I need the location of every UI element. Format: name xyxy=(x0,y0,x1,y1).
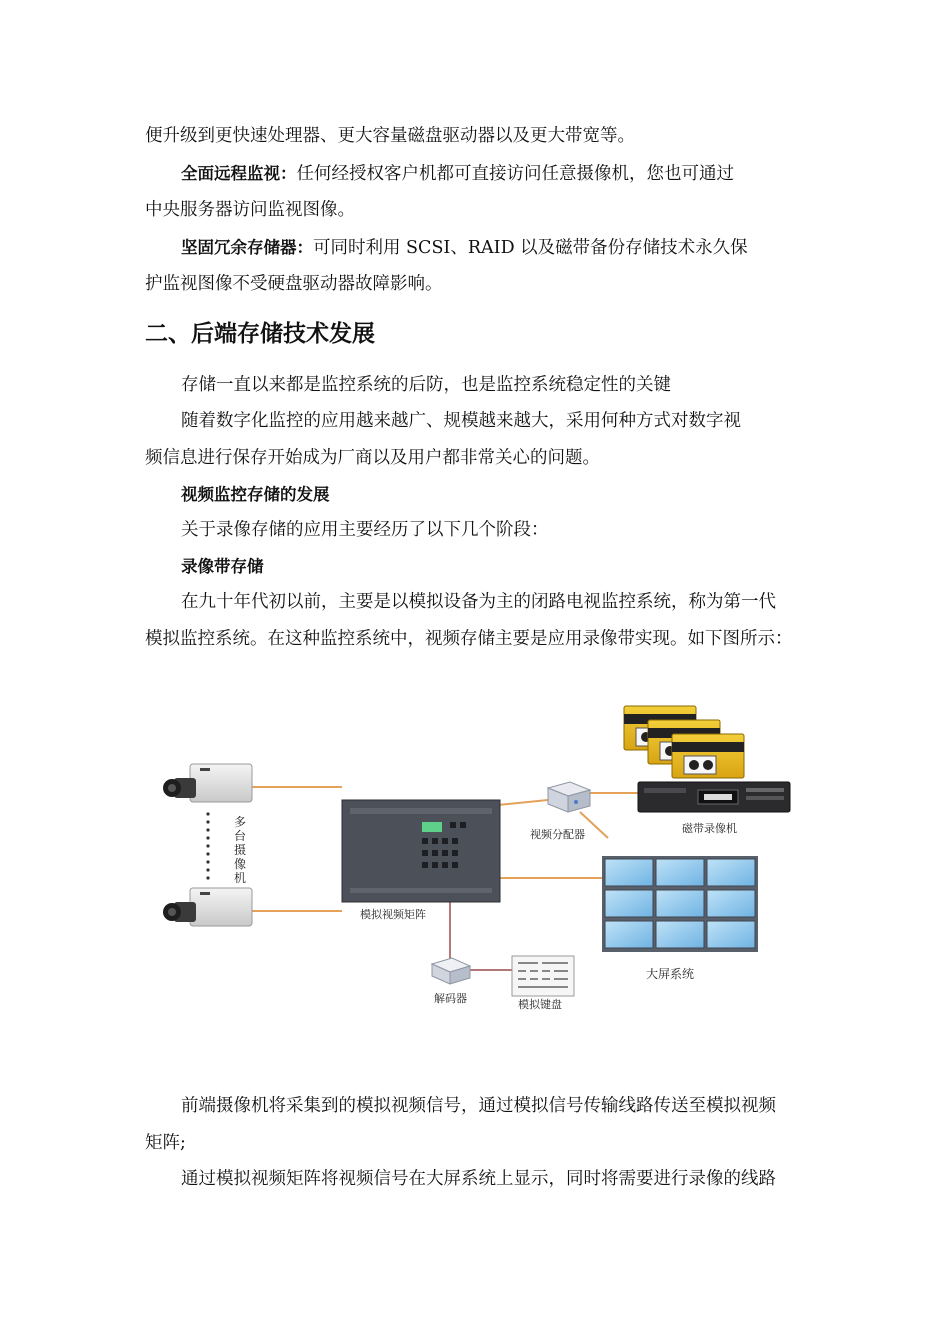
paragraph-front-end: 前端摄像机将采集到的模拟视频信号，通过模拟信号传输线路传送至模拟视频 xyxy=(181,1096,776,1116)
analog-system-diagram xyxy=(150,690,800,1050)
matrix-label: 模拟视频矩阵 xyxy=(360,908,426,921)
keyboard-label: 模拟键盘 xyxy=(518,998,562,1011)
analog-keyboard xyxy=(512,956,574,996)
decoder-device xyxy=(432,958,470,984)
camera-top xyxy=(163,764,252,802)
subheading-storage-development: 视频监控存储的发展 xyxy=(181,485,330,504)
term-redundant-storage: 坚固冗余存储器： xyxy=(181,238,313,257)
paragraph-digitization-cont: 频信息进行保存开始成为厂商以及用户都非常关心的问题。 xyxy=(145,448,600,468)
paragraph-redundant-storage-cont: 护监视图像不受硬盘驱动器故障影响。 xyxy=(145,274,443,294)
vcr-label: 磁带录像机 xyxy=(682,822,737,835)
term-remote-monitoring: 全面远程监视： xyxy=(181,164,297,183)
section-heading: 二、后端存储技术发展 xyxy=(145,321,375,347)
subheading-tape-storage: 录像带存储 xyxy=(181,557,264,576)
paragraph-upgrade: 便升级到更快速处理器、更大容量磁盘驱动器以及更大带宽等。 xyxy=(145,126,635,146)
video-tapes xyxy=(624,706,744,778)
paragraph-stages: 关于录像存储的应用主要经历了以下几个阶段： xyxy=(181,520,549,540)
control-links xyxy=(450,902,512,970)
remote-monitoring-text: 任何经授权客户机都可直接访问任意摄像机，您也可通过 xyxy=(296,164,734,184)
camera-ellipsis xyxy=(206,812,209,879)
splitter-label: 视频分配器 xyxy=(530,828,585,841)
decoder-label: 解码器 xyxy=(434,992,467,1005)
analog-video-matrix xyxy=(342,800,500,902)
paragraph-first-gen: 在九十年代初以前，主要是以模拟设备为主的闭路电视监控系统，称为第一代 xyxy=(181,592,776,612)
paragraph-storage-role: 存储一直以来都是监控系统的后防，也是监控系统稳定性的关键 xyxy=(181,375,671,395)
redundant-storage-text: 可同时利用 SCSI、RAID 以及磁带备份存储技术永久保 xyxy=(313,238,748,258)
video-splitter xyxy=(548,782,590,812)
paragraph-digitization: 随着数字化监控的应用越来越广、规模越来越大，采用何种方式对数字视 xyxy=(181,411,741,431)
paragraph-remote-monitoring-cont: 中央服务器访问监视图像。 xyxy=(145,200,355,220)
paragraph-first-gen-cont: 模拟监控系统。在这种监控系统中，视频存储主要是应用录像带实现。如下图所示： xyxy=(145,629,793,649)
paragraph-remote-monitoring xyxy=(181,155,851,193)
video-wall xyxy=(602,856,758,952)
cameras-label: 多台摄像机 xyxy=(234,815,247,885)
paragraph-front-end-cont: 矩阵; xyxy=(145,1133,186,1153)
videowall-label: 大屏系统 xyxy=(646,967,695,981)
paragraph-matrix-display: 通过模拟视频矩阵将视频信号在大屏系统上显示，同时将需要进行录像的线路 xyxy=(181,1169,776,1189)
vcr-device xyxy=(638,782,790,812)
paragraph-redundant-storage xyxy=(181,229,851,267)
